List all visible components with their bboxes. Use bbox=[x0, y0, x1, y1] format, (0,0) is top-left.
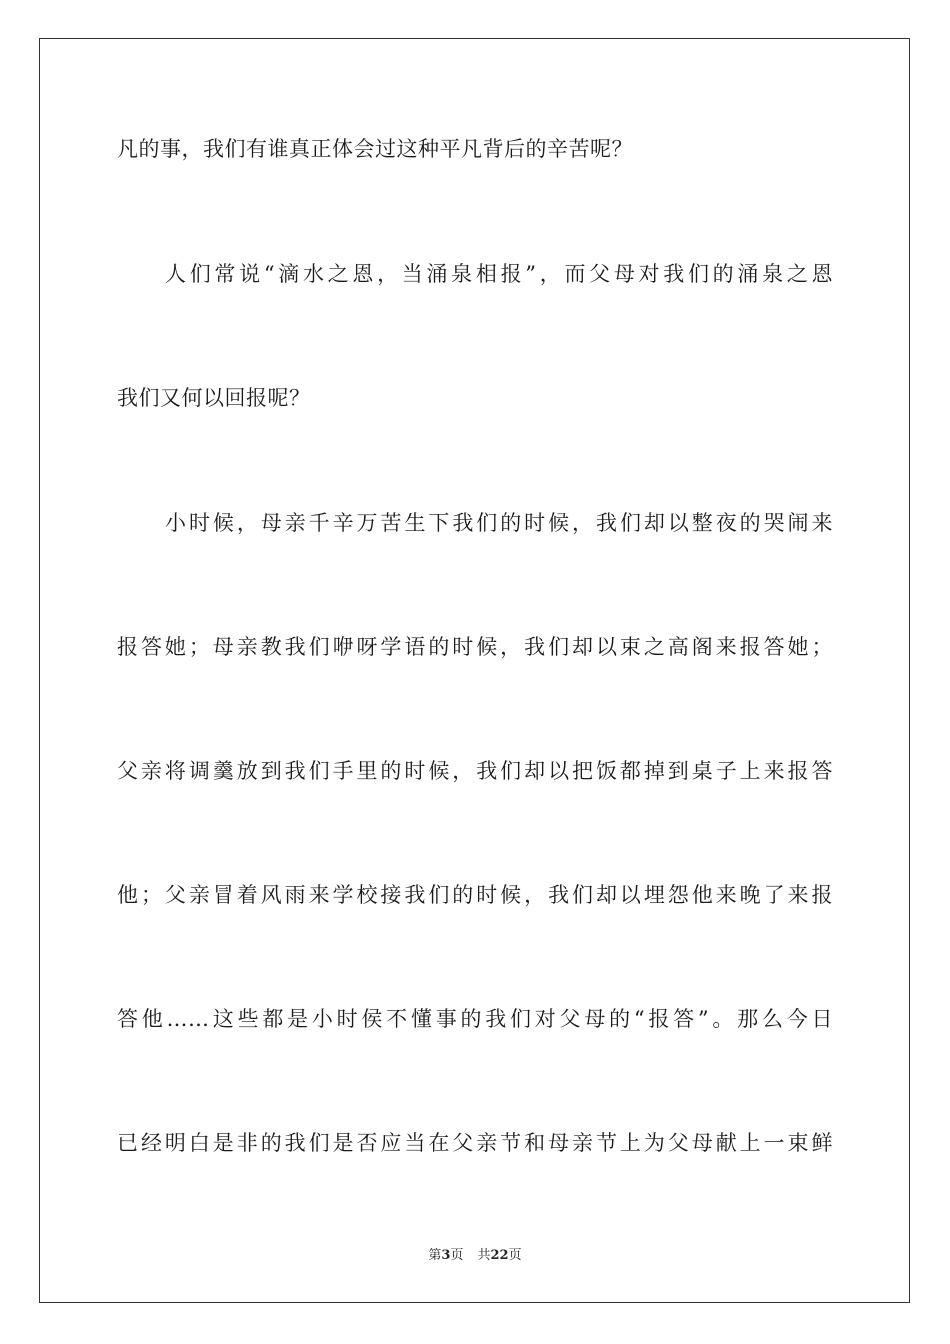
text-line-5: 报答她；母亲教我们咿呀学语的时候，我们却以束之高阁来报答她； bbox=[117, 635, 833, 659]
total-suffix: 页 bbox=[508, 1248, 522, 1263]
total-prefix: 共 bbox=[477, 1248, 491, 1263]
text-line-7: 他；父亲冒着风雨来学校接我们的时候，我们却以埋怨他来晚了来报 bbox=[117, 883, 833, 907]
page-suffix: 页 bbox=[450, 1248, 464, 1263]
text-line-3: 我们又何以回报呢？ bbox=[117, 386, 311, 410]
page-border bbox=[39, 38, 910, 1303]
total-pages: 22 bbox=[490, 1248, 509, 1263]
text-line-4: 小时候，母亲千辛万苦生下我们的时候，我们却以整夜的哭闹来 bbox=[165, 511, 833, 535]
text-line-2: 人们常说“滴水之恩，当涌泉相报”，而父母对我们的涌泉之恩 bbox=[165, 262, 833, 286]
text-line-1: 凡的事，我们有谁真正体会过这种平凡背后的辛苦呢？ bbox=[117, 137, 633, 161]
text-line-6: 父亲将调羹放到我们手里的时候，我们却以把饭都掉到桌子上来报答 bbox=[117, 759, 833, 783]
page-number: 3 bbox=[441, 1248, 451, 1263]
text-line-9: 已经明白是非的我们是否应当在父亲节和母亲节上为父母献上一束鲜 bbox=[117, 1131, 833, 1155]
page-footer bbox=[0, 1247, 950, 1265]
page-prefix: 第 bbox=[428, 1248, 442, 1263]
text-line-8: 答他……这些都是小时侯不懂事的我们对父母的“报答”。那么今日 bbox=[117, 1007, 833, 1031]
